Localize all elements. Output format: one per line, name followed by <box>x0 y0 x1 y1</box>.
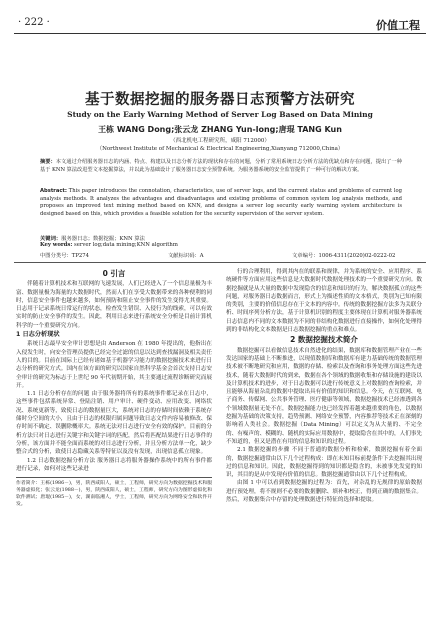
abstract-en-label: Abstract: <box>40 188 67 194</box>
article-number: 文章编号：1006-4311(2020)02-0222-02 <box>292 253 396 259</box>
left-column <box>16 268 212 508</box>
keywords-en-label: Key words: <box>40 242 73 248</box>
paragraph: 2.1 数据挖掘的步骤 不同于普通的数据分析和检索，数据挖掘有着全面的，数据挖掘通常由以下几个过程构成：即在未知目标前提条件下去挖掘其出现过的信息和知识。因此，数据挖掘得到的知识都是隐含的，未被事先发觉的知识，其目的是从中发现有价值的信息。数据挖掘通常由以下几个过程构成。 <box>226 447 422 479</box>
affiliation <box>0 137 440 153</box>
paragraph: 由图 1 中可以看到数据挖掘的过程为：首先，对杂乱的无规律的原始数据进行预处理，将不规则不必要的数据删除、填补和校正，得到正确的数据集合。然后，对数据集合中存留的处理数据进行特征的选择和提取。 <box>226 480 422 504</box>
paragraph: 系统日志最早安全审计思想是由 Anderson 在 1980 年提出的，他指出在入侵发生时，向安全管理员提供已经完全过滤的信息以达到查找漏洞及相关责任人的目的。目前在国际上已经有诸如基于机器学习能力的数据挖掘技术来进行日志分析的研究方式。国内在该方面的研究以国家自然科学基金会首次支持日志安全审计的研究为标志于上世纪 90 年代初期开始，其主要通过流程诊断研究而展开。 <box>16 341 212 389</box>
paragraph: 伴随着计算机技术和互联网的飞速发展，人们已经进入了一个信息量极为丰富、数据量极为海量的大数据时代，然而人们在享受大数据带来的各种便利的同时，信息安全事件也越来越多，如何预防和阻止安全事件的发生变得尤其重要。日志用于记录系统日常运行的状态，检查发生错误、入侵行为的线索，可以有效实时的防止安全事件的发生。因此，利用日志来进行系统安全分析是目前计算机科学的一个重要研究方向。 <box>16 281 212 329</box>
abstract-en <box>40 188 402 218</box>
paragraph: 行的合理利用，得到其内在的联系和规律，并为系统的安全、应用程序、系统硬件等方面应用这些信息是大数据时代数据处理技术的一个重要研究方向。数据挖掘就是从大量的数据中发现隐含的信息和知识的行为，解决数据孤立的这些问题，对服务器日志数据而言，形式上为描述性质的文本格式，类别为已知有限的类别，主要的价值信息存在于文本的内容中。传统的数据挖掘方法多为关联分析、时间序列分析方法，基于计算机识别的程度主要体现在计算机对服务器系统日志信息内不同的文本数据为不同的非结构化数据进行直接操作，如何化处理得到的非结构化文本数据是日志数据挖掘的重点和难点。 <box>226 269 422 334</box>
paragraph: 数据挖掘可以看做信息技术自然进化的结果，数据库和数据管理产业在一些发达国家的基础上不断推进，以现值数据库和数据库有建力基础传统的数据管理技术被不断地研究和应用，数据的存储、检索以及查询和事务处理方面这些先进技术，随着大数据时代的到来，数据在各个领域的数据收集和存储设施的建设以及计算机技术的进步，对于日志数据可以进行传统意义上对数据的查询检索，并且能够从海量杂乱的数据中提取出具有价值的知识和信息。今天，在互联网、电子商务、传媒网、公共事务管理、医疗健康等领域，数据挖掘技术已经渗透到各个领域数据量无处不在，数据挖掘能力也已经发挥着越来越重要的角色，以数据挖掘为基础的决策支持，趋势预测、网络安全预警，内容推荐等技术正在深刻的影响着人类社会。数据挖掘（Data Mining）可以定义为从大量的、不完全的、有噪声的、模糊的、随机的实际应用数据中，提取隐含在其中的，人们事先不知道的，但又是潜在有用的信息和知识的过程。 <box>226 347 422 445</box>
abstract-cn <box>40 159 402 174</box>
paragraph: 1.1 日志分析存在的问题 由于服务器将所有的系统事件都记录在日志中，这些事件包括系统异常、登陆注销、用户审计、硬件变动、应用改变、网络状况、系统更新等，致使日志的数据量巨大，系统对日志的存储时间依赖于系统存储时分空间的大小，且由于日志的权限归属问题导致日志文件内容易被修改、保存时间不确定、误删除概率大。系统无法对日志进行安全有效的保护。目前的分析方法只对日志进行关键字和关键字词的匹配，然后将匹配结果进行日志事件的分析，该方面并不能全面而系统的对日志进行分析，并且分析方法单一化，缺少整合式的分析，致使日志隐藏关系等特征以及没有发现，出现信息孤立现象。 <box>16 391 212 456</box>
section-heading-2: 2 数据挖掘技术简介 <box>290 335 358 345</box>
keywords-en-text: server log;data mining;KNN algorithm <box>74 242 178 248</box>
abstract-en-text: This paper introduces the connotation, characteristics, use of server logs, and the current status and problems of current log analysis methods. It analyzes the advantages and disadvantages and existing problems of common system log analysis methods, and proposes an improved text mining method based on KNN, and designs a server log security early warning system architecture is designed based on this, which provides a feasible solution for the security supervision of the server system. <box>40 188 402 217</box>
affiliation-en: （Northwest Institute of Mechanical & Electrical Engineering,Xianyang 712000,China） <box>96 146 344 152</box>
authors: 王栋 WANG Dong;张云龙 ZHANG Yun-long;唐琨 TANG Kun <box>98 125 342 134</box>
paper-title-en: Study on the Early Warning Method of Server Log Based on Data Mining <box>67 110 373 119</box>
page-header <box>0 0 440 32</box>
header-rule <box>14 33 426 34</box>
keywords-cn <box>40 234 145 242</box>
abstract-rule <box>14 262 426 263</box>
keywords-en <box>40 242 178 248</box>
paper-title: 基于数据挖掘的服务器日志预警方法研究 <box>85 92 355 108</box>
document-code: 文献标识码：A <box>168 253 204 259</box>
affiliation-cn: （西北机电工程研究所，咸阳 712000） <box>170 138 270 144</box>
section-heading-intro: 0 引言 <box>102 269 126 278</box>
paragraph: 1.2 日志数据挖掘分析方法 服务器日志将服务器操作系统中的所有事件都进行记录，如何对这些记录进 <box>16 457 212 472</box>
right-column <box>226 268 422 504</box>
journal-name: 价值工程 <box>376 19 420 32</box>
page-number: · 222 · <box>18 17 50 28</box>
clc-number: 中图分类号：TP274 <box>40 253 89 259</box>
abstract-cn-text: 本文通过介绍服务器日志的内涵、特点、构建以及日志分析方法的现状和存在的问题，分析了常用系统日志分析方法的优缺点和存在问题，提出了一种基于 KNN 算法改进型文本挖掘算法，并以此为基础设计了服务器日志安全预警系统。为服务器系统的安全监管提供了一种可行的解决方案。 <box>40 159 402 173</box>
abstract-cn-label: 摘要： <box>40 159 56 165</box>
keywords-cn-text: 服务器日志；数据挖掘；KNN 算法 <box>61 236 145 242</box>
section-heading-1: 1 日志分析现状 <box>16 331 60 339</box>
keywords-cn-label: 关键词： <box>40 236 62 242</box>
author-footnote: 作者简介：王栋(1986－)，男，陕西咸阳人，硕士，工程师，研究方向为数据挖掘技术和服务器虚拟化；张云龙(1988－)，男，陕西咸阳人，硕士，工程师，研究方向为图形虚拟化和软件测试；唐琨(1985－)，女，湖南临湘人，学士，工程师，研究方向为网络安全和软件开发。 <box>16 477 212 508</box>
